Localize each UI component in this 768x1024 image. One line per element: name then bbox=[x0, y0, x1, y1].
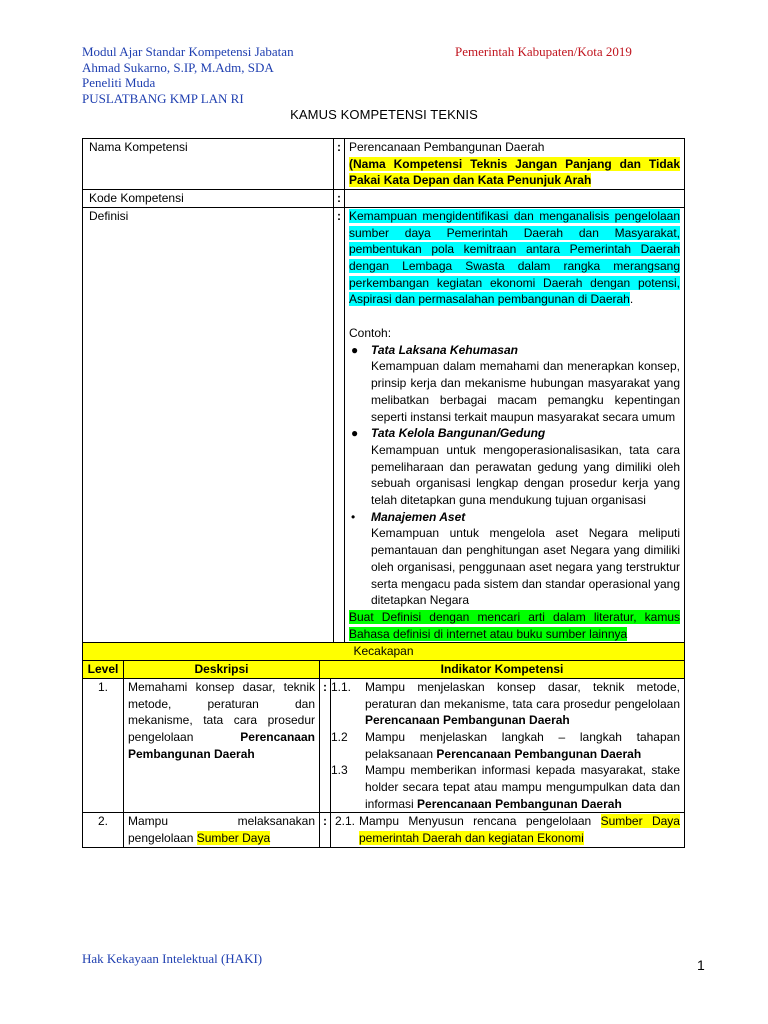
level-indicators bbox=[331, 813, 685, 846]
bullet-icon: • bbox=[351, 509, 356, 524]
page-number: 1 bbox=[697, 957, 705, 973]
bullet-icon: ● bbox=[351, 342, 359, 357]
row-definisi bbox=[83, 207, 685, 643]
nama-value-cell bbox=[345, 139, 685, 190]
row-kecakapan bbox=[83, 643, 685, 661]
bullet-icon: ● bbox=[351, 426, 359, 441]
colon: : bbox=[334, 139, 345, 190]
row-kode-kompetensi bbox=[83, 190, 685, 208]
header-institution: PUSLATBANG KMP LAN RI bbox=[82, 90, 244, 106]
example-title: Tata Laksana Kehumasan bbox=[371, 342, 518, 357]
nama-note: (Nama Kompetensi Teknis Jangan Panjang dan Tidak Pakai Kata Depan dan Kata Penunjuk Arah bbox=[349, 156, 680, 188]
header-author: Ahmad Sukarno, S.IP, M.Adm, SDA bbox=[82, 59, 274, 75]
indicator-item: 1.1. Mampu menjelaskan konsep dasar, teknik metode, peraturan dan mekanisme, tata cara prosedur pengelolaan Perencanaan Pembangunan Daerah bbox=[331, 679, 680, 728]
example-title: Manajemen Aset bbox=[371, 509, 466, 524]
level-number: 1. bbox=[83, 679, 124, 813]
contoh-label: Contoh: bbox=[349, 326, 392, 341]
colon: : bbox=[334, 207, 345, 643]
kode-label: Kode Kompetensi bbox=[83, 190, 334, 208]
col-level: Level bbox=[83, 661, 124, 678]
header-government: Pemerintah Kabupaten/Kota 2019 bbox=[455, 44, 632, 59]
level-description: Mampu melaksanakan pengelolaan Sumber Daya bbox=[124, 813, 320, 846]
definisi-cell: Kemampuan mengidentifikasi dan menganalisis pengelolaan sumber daya Pemerintah Daerah dan Masyarakat, pembentukan pola kemitraan antara Pemerintah Daerah dengan Lembaga Swasta dalam rangka merangsang perkembangan kegiatan ekonomi Daerah dengan potensi, Aspirasi dan permasalahan pembangunan di Daerah. Contoh: ● Tata Laksana Kehumasan Kemampuan dalam memahami dan menerapkan konsep, prinsip kerja dan mekanisme hubungan masyarakat yang melibatkan berbagai macam pemangku kepentingan seperti instansi terkait maupun masyarakat secara umum ● Tata Kelola Bangunan/Gedung Kemampuan untuk mengoperasionalisasikan, tata cara pemeliharaan dan perawatan gedung yang dimiliki oleh sebuah organisasi lengkap dengan prosedur kerja yang telah ditetapkan guna mendukung tujuan organisasi • Manajemen Aset Kemampuan untuk mengelola aset Negara meliputi pemantauan dan penghitungan aset Negara yang dimiliki oleh organisasi, penggunaan aset negara yang terstruktur serta mengacu pada sistem dan standar operasional yang ditetapkan Negara Buat Definisi dengan mencari arti dalam literatur, kamus Bahasa definisi di internet atau buku sumber lainnya bbox=[345, 207, 685, 643]
list-item bbox=[351, 342, 680, 426]
example-title: Tata Kelola Bangunan/Gedung bbox=[371, 426, 546, 441]
colon: : bbox=[320, 679, 331, 813]
level-description: Memahami konsep dasar, teknik metode, peraturan dan mekanisme, tata cara prosedur pengelolaan Perencanaan Pembangunan Daerah bbox=[124, 679, 320, 813]
kecakapan-header: Kecakapan bbox=[83, 643, 685, 661]
colon: : bbox=[320, 813, 331, 846]
list-item bbox=[351, 509, 680, 609]
example-description: Kemampuan dalam memahami dan menerapkan konsep, prinsip kerja dan mekanisme hubungan masyarakat yang melibatkan berbagai macam pemangku kepentingan seperti instansi terkait maupun masyarakat secara umum bbox=[371, 359, 680, 424]
nama-value: Perencanaan Pembangunan Daerah bbox=[349, 140, 545, 154]
definisi-label: Definisi bbox=[83, 207, 334, 643]
nama-label: Nama Kompetensi bbox=[83, 139, 334, 190]
kode-value bbox=[345, 190, 685, 208]
level-indicators bbox=[331, 679, 685, 813]
indicator-item: 1.3 Mampu memberikan informasi kepada masyarakat, stake holder secara tepat atau mampu mengumpulkan data dan informasi Perencanaan Pembangunan Daerah bbox=[331, 763, 680, 811]
indicator-item: 1.2 Mampu menjelaskan langkah – langkah tahapan pelaksanaan Perencanaan Pembangunan Daerah bbox=[331, 729, 680, 761]
footer-text: Hak Kekayaan Intelektual (HAKI) bbox=[82, 951, 263, 966]
row-level-1 bbox=[83, 678, 685, 813]
row-nama-kompetensi bbox=[83, 139, 685, 190]
definisi-hint: Buat Definisi dengan mencari arti dalam literatur, kamus Bahasa definisi di internet atau buku sumber lainnya bbox=[349, 609, 680, 641]
definisi-text: Kemampuan mengidentifikasi dan menganalisis pengelolaan sumber daya Pemerintah Daerah dan Masyarakat, pembentukan pola kemitraan antara Pemerintah Daerah dengan Lembaga Swasta dalam rangka merangsang perkembangan kegiatan ekonomi Daerah dengan potensi, Aspirasi dan permasalahan pembangunan di Daerah bbox=[349, 208, 680, 307]
indicator-item: 2.1. Mampu Menyusun rencana pengelolaan Sumber Daya pemerintah Daerah dan kegiatan Ekonomi bbox=[335, 814, 680, 846]
row-column-headers bbox=[83, 661, 685, 679]
col-deskripsi: Deskripsi bbox=[124, 661, 320, 678]
example-description: Kemampuan untuk mengelola aset Negara meliputi pemantauan dan penghitungan aset Negara yang dimiliki oleh organisasi, penggunaan aset negara yang terstruktur serta mengacu pada sistem dan standar operasional yang ditetapkan Negara bbox=[371, 526, 680, 608]
row-level-2 bbox=[83, 813, 685, 847]
page-title: KAMUS KOMPETENSI TEKNIS bbox=[290, 107, 478, 122]
example-description: Kemampuan untuk mengoperasionalisasikan, tata cara pemeliharaan dan perawatan gedung yang dimiliki oleh sebuah organisasi lengkap dengan prosedur kerja yang telah ditetapkan guna mendukung tujuan organisasi bbox=[371, 442, 680, 508]
example-list bbox=[349, 342, 680, 609]
competency-table bbox=[82, 138, 685, 848]
level-number: 2. bbox=[83, 813, 124, 846]
header-position: Peneliti Muda bbox=[82, 75, 156, 90]
col-indikator: Indikator Kompetensi bbox=[320, 661, 685, 678]
header-author-block bbox=[82, 44, 294, 106]
header-module-title: Modul Ajar Standar Kompetensi Jabatan bbox=[82, 44, 294, 59]
list-item bbox=[351, 425, 680, 509]
colon: : bbox=[334, 190, 345, 208]
